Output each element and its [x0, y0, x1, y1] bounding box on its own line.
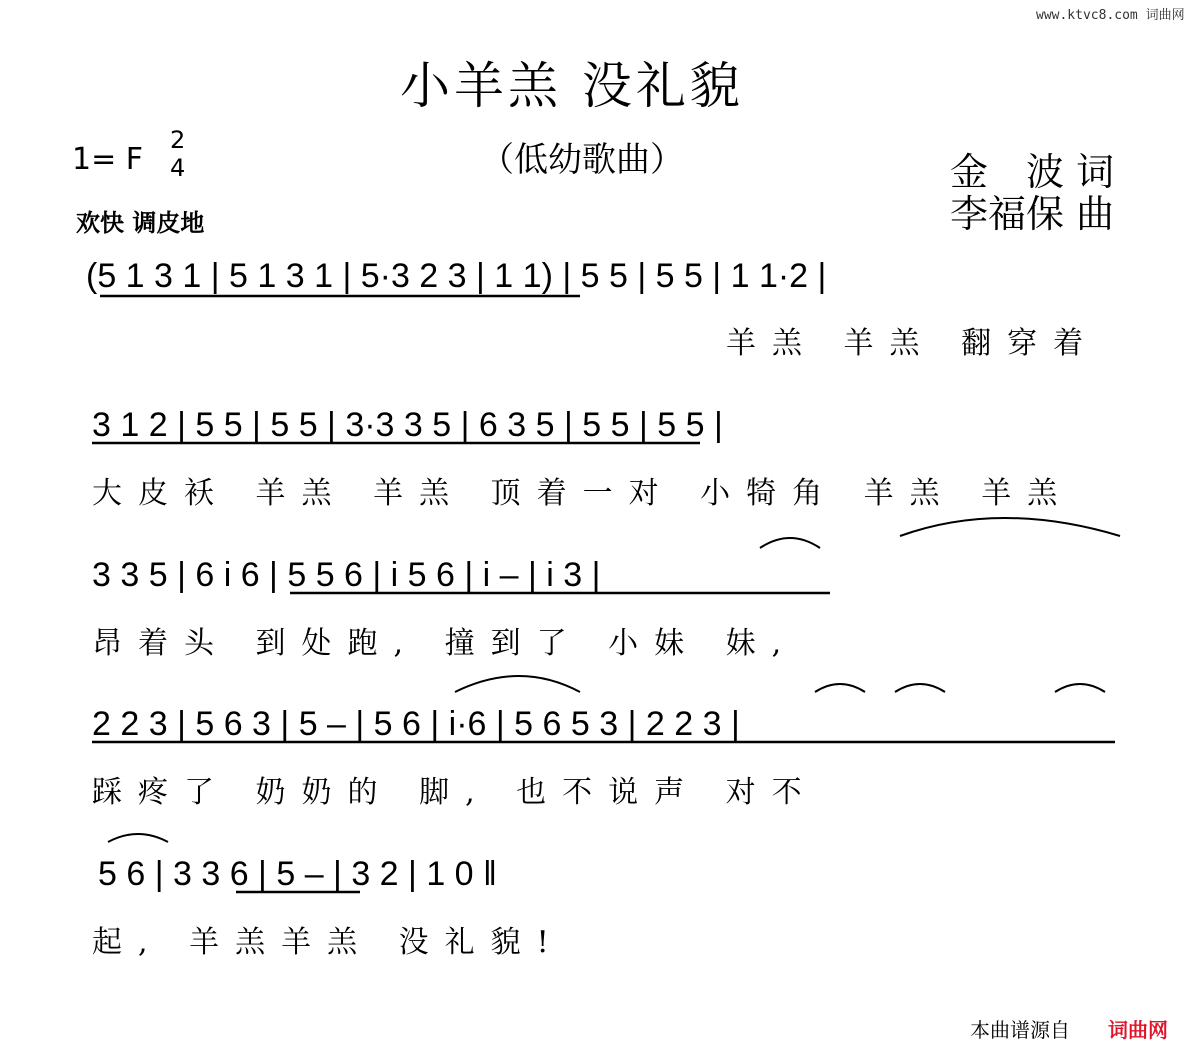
- time-sig-bottom: 4: [170, 154, 186, 182]
- footer-source: 本曲谱源自: [970, 1018, 1070, 1042]
- watermark: www.ktvc8.com 词曲网: [1036, 8, 1185, 23]
- notation-row-3: 3 3 5 | 6 i 6 | 5 5 6 | i 5 6 | i – | i 3 |: [92, 556, 601, 594]
- lyricist-credit: 金 波 词: [950, 150, 1115, 194]
- slur-6: [1055, 684, 1105, 692]
- slur-7: [108, 834, 168, 842]
- slur-2: [900, 518, 1120, 536]
- slur-1: [760, 538, 820, 548]
- footer-site-link[interactable]: 词曲网: [1108, 1018, 1168, 1042]
- lyrics-row-3: 昂着头 到处跑, 撞到了 小妹 妹,: [92, 626, 798, 661]
- lyrics-row-5: 起, 羊羔羊羔 没礼貌!: [92, 925, 565, 960]
- slur-5: [895, 684, 945, 692]
- notation-row-1: (5 1 3 1 | 5 1 3 1 | 5·3 2 3 | 1 1) | 5 5 | 5 5 | 1 1·2 |: [86, 257, 827, 295]
- subtitle: （低幼歌曲）: [480, 140, 684, 180]
- notation-row-2: 3 1 2 | 5 5 | 5 5 | 3·3 3 5 | 6 3 5 | 5 5 | 5 5 |: [92, 406, 723, 444]
- lyrics-row-4: 踩疼了 奶奶的 脚, 也不说声 对不: [92, 775, 818, 810]
- lyrics-row-1: 羊羔 羊羔 翻穿着: [726, 326, 1100, 361]
- tempo-marking: 欢快 调皮地: [76, 209, 205, 237]
- time-sig-top: 2: [170, 126, 186, 154]
- notation-row-4: 2 2 3 | 5 6 3 | 5 – | 5 6 | i·6 | 5 6 5 3 | 2 2 3 |: [92, 705, 740, 743]
- key-signature: 1= F: [72, 142, 144, 177]
- notation-row-5: 5 6 | 3 3 6 | 5 – | 3 2 | 1 0 ‖: [98, 855, 498, 893]
- slur-4: [815, 684, 865, 692]
- slur-3: [455, 676, 580, 692]
- lyrics-row-2: 大皮袄 羊羔 羊羔 顶着一对 小犄角 羊羔 羊羔: [92, 476, 1074, 511]
- composer-credit: 李福保 曲: [950, 192, 1115, 236]
- page-title: 小羊羔 没礼貌: [400, 57, 744, 115]
